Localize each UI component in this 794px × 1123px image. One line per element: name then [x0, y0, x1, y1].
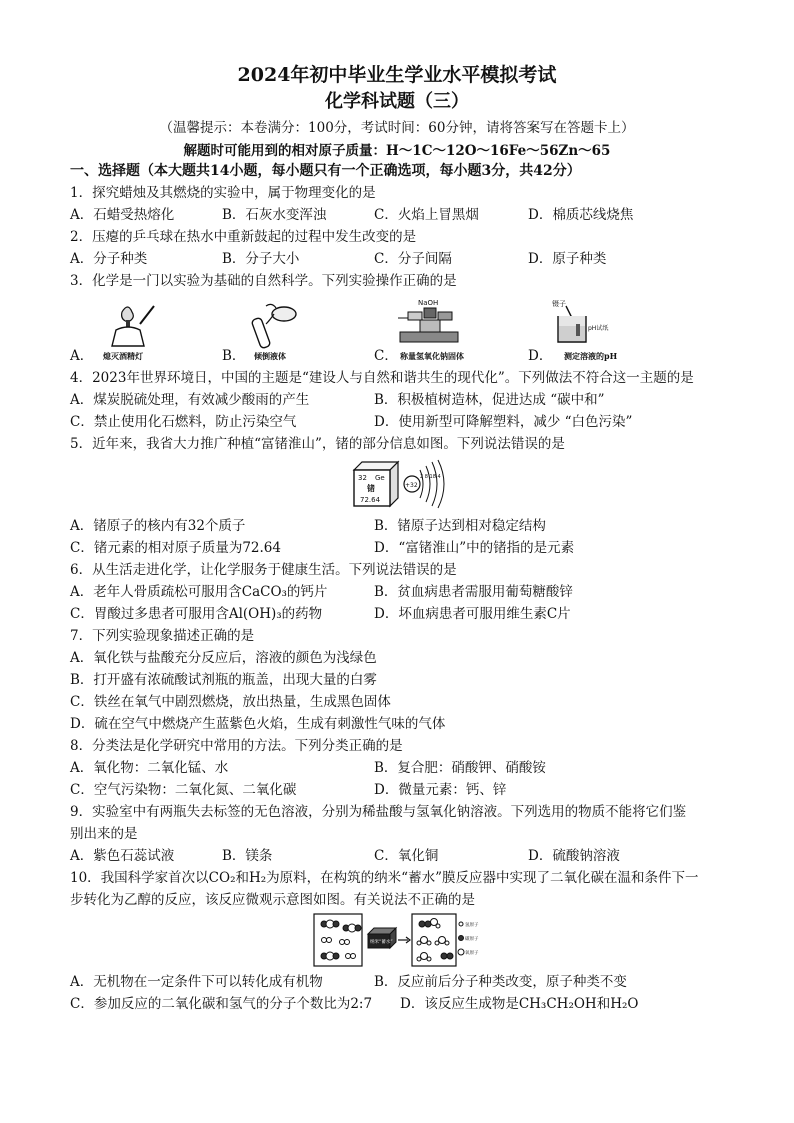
- q1-option-b: B．石灰水变浑浊: [222, 207, 327, 223]
- section-heading: 一、选择题（本大题共14小题，每小题只有一个正确选项，每小题3分，共42分）: [70, 163, 581, 179]
- q5-option-b: B．锗原子达到相对稳定结构: [374, 518, 546, 534]
- q8-stem: 8．分类法是化学研究中常用的方法。下列分类正确的是: [70, 738, 403, 754]
- q2-option-d: D．原子种类: [528, 251, 607, 267]
- q3-option-c: C．: [374, 348, 398, 364]
- q4-option-d: D．使用新型可降解塑料，减少 “白色污染”: [374, 414, 633, 430]
- reactor-label: 纳米“蓄水”: [370, 940, 393, 945]
- q10-option-a: A．无机物在一定条件下可以转化成有机物: [70, 974, 323, 990]
- q6-option-b: B．贫血病患者需服用葡萄糖酸锌: [374, 584, 573, 600]
- q3-caption-b: 倾倒液体: [254, 351, 286, 361]
- ge-nucleus: +32: [405, 482, 418, 489]
- q4-option-b: B．积极植树造林，促进达成 “碳中和”: [374, 392, 605, 408]
- q7-option-b: B．打开盛有浓硫酸试剂瓶的瓶盖，出现大量的白雾: [70, 672, 377, 688]
- q9-option-c: C．氧化铜: [374, 848, 439, 864]
- ge-atomic-number: 32: [358, 474, 367, 482]
- q5-stem: 5．近年来，我省大力推广种植“富锗淮山”，锗的部分信息如图。下列说法错误的是: [70, 436, 565, 452]
- q3-caption-c: 称量氢氧化钠固体: [400, 351, 464, 361]
- ge-name: 锗: [367, 484, 375, 493]
- q10-option-c: C．参加反应的二氧化碳和氢气的分子个数比为2:7: [70, 996, 373, 1012]
- q7-stem: 7．下列实验现象描述正确的是: [70, 628, 255, 644]
- q4-option-c: C．禁止使用化石燃料，防止污染空气: [70, 414, 297, 430]
- q6-option-a: A．老年人骨质疏松可服用含CaCO₃的钙片: [70, 584, 328, 600]
- q5-option-a: A．锗原子的核内有32个质子: [70, 518, 246, 534]
- q3-stem: 3．化学是一门以实验为基础的自然科学。下列实验操作正确的是: [70, 273, 457, 289]
- q9-stem-line1: 9．实验室中有两瓶失去标签的无色溶液，分别为稀盐酸与氢氧化钠溶液。下列选用的物质不能将它们鉴: [70, 804, 687, 820]
- q6-option-c: C．胃酸过多患者可服用含Al(OH)₃的药物: [70, 606, 323, 622]
- ph-test-figure: [544, 296, 614, 350]
- legend-hydrogen: 氢原子: [465, 923, 479, 928]
- q2-option-c: C．分子间隔: [374, 251, 452, 267]
- q7-option-a: A．氧化铁与盐酸充分反应后，溶液的颜色为浅绿色: [70, 650, 377, 666]
- ge-symbol: Ge: [375, 474, 385, 482]
- q10-option-d: D．该反应生成物是CH₃CH₂OH和H₂O: [400, 996, 639, 1012]
- q5-option-c: C．锗元素的相对原子质量为72.64: [70, 540, 281, 556]
- q10-stem-line2: 步转化为乙醇的反应，该反应微观示意图如图。有关说法不正确的是: [70, 892, 475, 908]
- legend-oxygen: 氧原子: [465, 951, 479, 956]
- ge-shells: 2 8 18 4: [420, 474, 441, 480]
- reaction-micro-figure: [312, 912, 480, 968]
- q9-option-b: B．镁条: [222, 848, 273, 864]
- q3-option-d: D．: [528, 348, 553, 364]
- q10-stem-line1: 10．我国科学家首次以CO₂和H₂为原料，在构筑的纳米“蓄水”膜反应器中实现了二氧化碳在温和条件下一: [70, 870, 699, 886]
- balance-figure: [394, 296, 464, 350]
- q6-stem: 6．从生活走进化学，让化学服务于健康生活。下列说法错误的是: [70, 562, 457, 578]
- tweezers-label: 镊子: [552, 300, 566, 308]
- q8-option-d: D．微量元素：钙、锌: [374, 782, 507, 798]
- naoh-label: NaOH: [418, 299, 439, 307]
- q3-caption-d: 测定溶液的pH: [564, 351, 618, 361]
- q9-option-a: A．紫色石蕊试液: [70, 848, 175, 864]
- exam-tip: （温馨提示：本卷满分：100分，考试时间：60分钟，请将答案写在答题卡上）: [159, 120, 635, 136]
- q1-option-d: D．棉质芯线烧焦: [528, 207, 634, 223]
- q1-option-c: C．火焰上冒黑烟: [374, 207, 479, 223]
- q9-option-d: D．硫酸钠溶液: [528, 848, 620, 864]
- q1-option-a: A．石蜡受热熔化: [70, 207, 175, 223]
- atomic-mass-note: 解题时可能用到的相对原子质量：H～1C～12O～16Fe～56Zn～65: [183, 143, 611, 159]
- pouring-liquid-figure: [246, 300, 306, 350]
- legend-carbon: 碳原子: [465, 937, 479, 942]
- q10-option-b: B．反应前后分子种类改变，原子种类不变: [374, 974, 627, 990]
- q6-option-d: D．坏血病患者可服用维生素C片: [374, 606, 571, 622]
- q7-option-d: D．硫在空气中燃烧产生蓝紫色火焰，生成有刺激性气味的气体: [70, 716, 446, 732]
- germanium-figure: [348, 458, 452, 510]
- q3-caption-a: 熄灭酒精灯: [103, 351, 143, 361]
- exam-title: 2024年初中毕业生学业水平模拟考试: [237, 64, 557, 86]
- q8-option-b: B．复合肥：硝酸钾、硝酸铵: [374, 760, 546, 776]
- q8-option-c: C．空气污染物：二氧化氮、二氧化碳: [70, 782, 297, 798]
- q2-option-a: A．分子种类: [70, 251, 148, 267]
- exam-subtitle: 化学科试题（三）: [325, 91, 469, 112]
- q3-option-a: A．: [70, 348, 94, 364]
- q4-option-a: A．煤炭脱硫处理，有效减少酸雨的产生: [70, 392, 310, 408]
- ge-mass: 72.64: [360, 496, 381, 504]
- q5-option-d: D．“富锗淮山”中的锗指的是元素: [374, 540, 575, 556]
- q2-stem: 2．压瘪的乒乓球在热水中重新鼓起的过程中发生改变的是: [70, 229, 417, 245]
- q3-option-b: B．: [222, 348, 246, 364]
- q4-stem: 4．2023年世界环境日，中国的主题是“建设人与自然和谐共生的现代化”。下列做法不符合这一主题的是: [70, 370, 694, 386]
- q8-option-a: A．氧化物：二氧化锰、水: [70, 760, 229, 776]
- q1-stem: 1．探究蜡烛及其燃烧的实验中，属于物理变化的是: [70, 185, 376, 201]
- q9-stem-line2: 别出来的是: [70, 826, 138, 842]
- alcohol-lamp-figure: [100, 300, 160, 350]
- q7-option-c: C．铁丝在氧气中剧烈燃烧，放出热量，生成黑色固体: [70, 694, 391, 710]
- ph-paper-label: pH试纸: [588, 325, 609, 332]
- q2-option-b: B．分子大小: [222, 251, 300, 267]
